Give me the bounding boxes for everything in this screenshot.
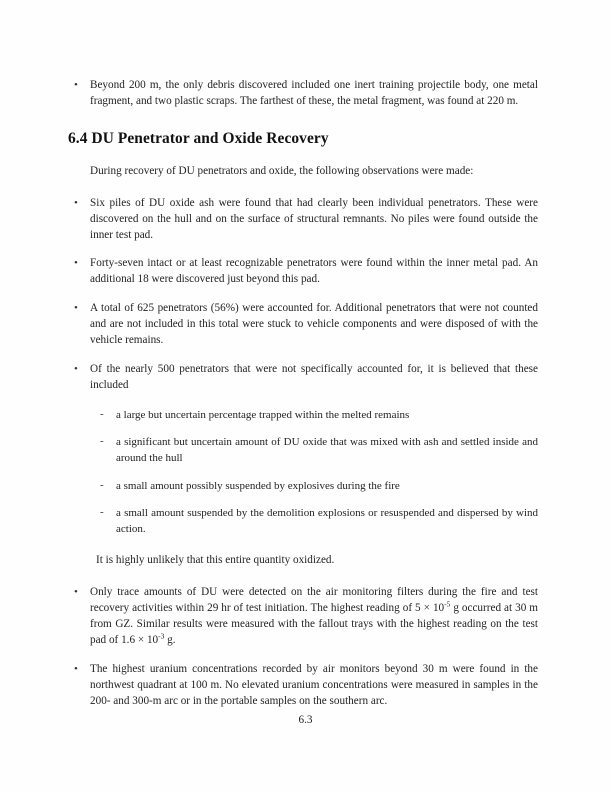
list-item (68, 256, 538, 288)
bullet-marker: • (74, 257, 78, 270)
list-item (68, 585, 538, 649)
dash-marker: - (100, 435, 104, 448)
sub-list-item-text: a small amount suspended by the demolition explosions or resuspended and dispersed by wind action. (116, 507, 538, 535)
list-item-text: Of the nearly 500 penetrators that were not specifically accounted for, it is believed that these included (90, 362, 538, 391)
page-number: 6.3 (298, 714, 313, 726)
sub-list-item (96, 435, 538, 466)
bullet-marker: • (74, 79, 78, 91)
section-heading: 6.4 DU Penetrator and Oxide Recovery (68, 129, 329, 147)
list-item (68, 78, 538, 110)
dash-marker: - (100, 407, 104, 420)
bullet-marker: • (74, 362, 78, 375)
closing-paragraph: It is highly unlikely that this entire quantity oxidized. (96, 554, 335, 567)
sub-list-item-text: a significant but uncertain amount of DU oxide that was mixed with ash and settled inside and around the hull (116, 436, 538, 464)
list-item (68, 196, 538, 244)
bullet-marker: • (74, 662, 78, 675)
dash-marker: - (100, 478, 104, 491)
intro-paragraph: During recovery of DU penetrators and oxide, the following observations were made: (90, 164, 474, 177)
bullet-marker: • (74, 196, 78, 209)
sub-list-item (96, 506, 538, 537)
list-item-text: Forty-seven intact or at least recognizable penetrators were found within the inner metal pad. An additional 18 were discovered just beyond this pad. (90, 257, 538, 286)
dash-marker: - (100, 506, 104, 519)
bullet-marker: • (74, 302, 78, 315)
bullet-marker: • (74, 586, 78, 599)
list-item-text: Six piles of DU oxide ash were found that had clearly been individual penetrators. These were discovered on the hull and on the surface of structural remnants. No piles were found outside the inner test pad. (90, 196, 538, 241)
sub-list-item-text: a small amount possibly suspended by explosives during the fire (116, 479, 400, 492)
list-item (68, 362, 538, 394)
list-item (68, 301, 538, 349)
sub-list-item (96, 408, 538, 424)
list-item (68, 662, 538, 710)
list-item-text: The highest uranium concentrations recorded by air monitors beyond 30 m were found in the northwest quadrant at 100 m. No elevated uranium concentrations were measured in samples in the 200- and 300-m arc or in the portable samples on the southern arc. (90, 662, 538, 707)
list-item-text: Beyond 200 m, the only debris discovered included one inert training projectile body, one metal fragment, and two plastic scraps. The farthest of these, the metal fragment, was found at 220 m. (90, 79, 538, 107)
document-body (68, 78, 538, 723)
list-item-text: A total of 625 penetrators (56%) were accounted for. Additional penetrators that were not counted and are not included in this total were stuck to vehicle components and were disposed of with the vehicle remains. (90, 302, 538, 347)
sub-list-item (96, 479, 538, 495)
sub-list-item-text: a large but uncertain percentage trapped within the melted remains (116, 408, 410, 421)
list-item-text: Only trace amounts of DU were detected on the air monitoring filters during the fire and test recovery activities within 29 hr of test initiation. The highest reading of $5 \times 10^{-5}$ g occurred at 30 m from GZ. Similar results were measured with the fallout trays with the highest reading on the test pad of $1.6 \times 10^{-3}$ g. (90, 586, 539, 647)
